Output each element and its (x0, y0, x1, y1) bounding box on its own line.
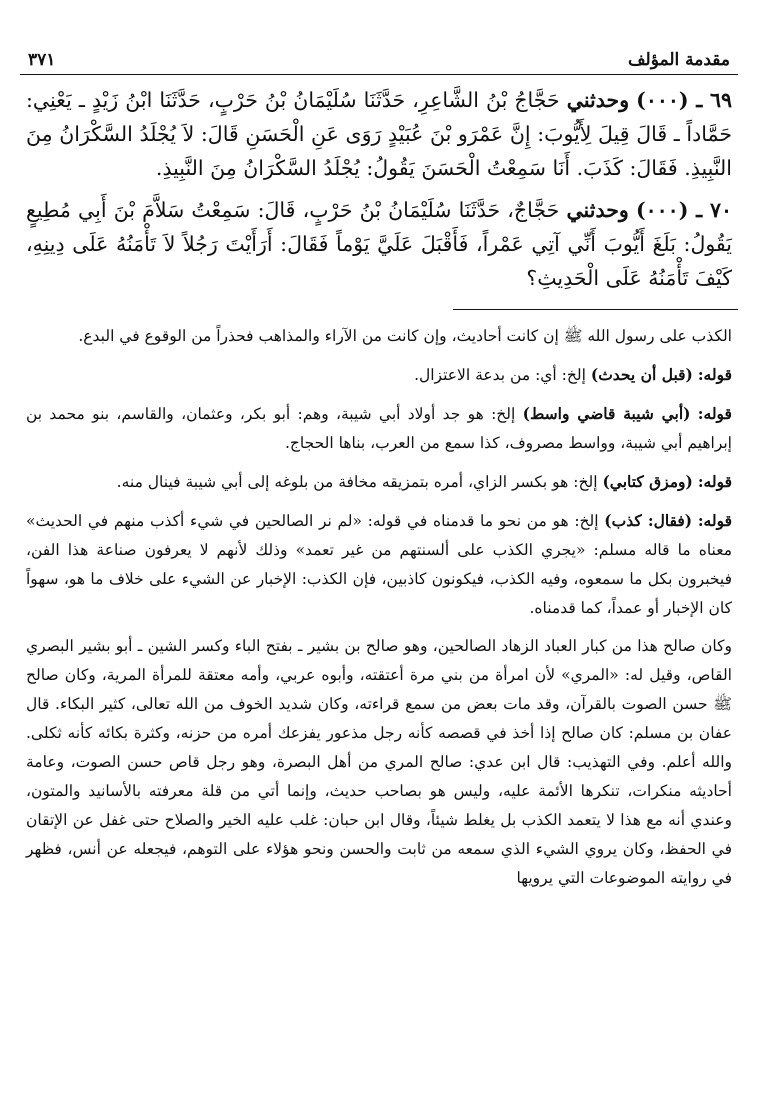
commentary-text: إلخ: هو بكسر الزاي، أمره بتمزيقه مخافة من بلوغه إلى أبي شيبة فينال منه. (116, 473, 598, 491)
lemma: (ومزق كتابي) (602, 472, 693, 491)
commentary-text: إلخ: هو من نحو ما قدمناه في قوله: «لم نر الصالحين في شيء أكذب منهم في الحديث» معناه ما قاله مسلم: «يجري الكذب على ألسنتهم من غير تعمد» وذلك لأنهم لا يعرفون صناعة هذا الفن، فيخبرون بكل ما سمعوه، وفيه الكذب، فيكونون كاذبين، فإن الكذب: الإخبار عن الشيء على خلاف ما هو، سهواً كان الإخبار أو عمداً، كما قدمناه. (26, 512, 732, 617)
qawluh-label: قوله: (697, 404, 732, 423)
commentary-paragraph (26, 399, 732, 458)
commentary-paragraph (26, 467, 732, 497)
qawluh-label: قوله: (697, 511, 732, 530)
lemma: (قبل أن يحدث) (590, 365, 693, 384)
lemma: (أبي شيبة قاضي واسط) (522, 404, 691, 423)
hadith-intro: وحدثني (566, 198, 629, 222)
footnote-separator (453, 309, 738, 310)
hadith-number: ٦٩ ـ (٠٠٠) (636, 88, 732, 112)
commentary-paragraph (26, 632, 732, 893)
hadith-70 (26, 193, 732, 295)
commentary-paragraph (26, 322, 732, 351)
hadith-text: حَجَّاجُ بْنُ الشَّاعِرِ، حَدَّثَنَا سُلَيْمَانُ بْنُ حَرْبٍ، حَدَّثَنَا ابْنُ زَيْدٍ ـ يَعْنِي: حَمَّاداً ـ قَالَ قِيلَ لِأَيُّوبَ: إِنَّ عَمْرَو بْنَ عُبَيْدٍ رَوَى عَنِ الْحَسَنِ قَالَ: لاَ يُجْلَدُ السَّكْرَانُ مِنَ النَّبِيذِ. فَقَالَ: كَذَبَ. أَنَا سَمِعْتُ الْحَسَنَ يَقُولُ: يُجْلَدُ السَّكْرَانُ مِنَ النَّبِيذِ. (26, 88, 732, 180)
hadith-text: حَجَّاجٌ، حَدَّثَنَا سُلَيْمَانُ بْنُ حَرْبٍ، قَالَ: سَمِعْتُ سَلاَّمَ بْنَ أَبِي مُطِيعٍ يَقُولُ: بَلَغَ أَيُّوبَ أَنِّي آتِي عَمْراً، فَأَقْبَلَ عَلَيَّ يَوْماً فَقَالَ: أَرَأَيْتَ رَجُلاً لاَ تَأْمَنُهُ عَلَى دِينِهِ، كَيْفَ تَأْمَنُهُ عَلَى الْحَدِيثِ؟ (26, 198, 732, 290)
commentary-text: الكذب على رسول الله ﷺ إن كانت أحاديث، وإن كانت من الآراء والمذاهب فحذراً من الوقوع في البدع. (78, 327, 732, 345)
commentary-text: وكان صالح هذا من كبار العباد الزهاد الصالحين، وهو صالح بن بشير ـ بفتح الباء وكسر الشين ـ أبو بشير البصري القاص، وقيل له: «المري» لأن امرأة من بني مرة أعتقته، وأبوه عربي، وأمه معتقة للمرأة المرية، وكان صالح ﷺ حسن الصوت بالقرآن، وقد مات بعض من سمع قراءته، وكان شديد الخوف من الله تعالى، كثير البكاء. قال عفان بن مسلم: كان صالح إذا أخذ في قصصه كأنه رجل مذعور يفزعك أمره من حزنه، وكثرة بكائه كأنه ثكلى. والله أعلم. وفي التهذيب: قال ابن عدي: صالح المري من أهل البصرة، وهو رجل قاص حسن الصوت، وعامة أحاديثه منكرات، تنكرها الأئمة عليه، وليس هو بصاحب حديث، وإنما أتي من قلة معرفته بالأسانيد والمتون، وعندي أنه مع هذا لا يتعمد الكذب بل يغلط شيئاً، وقال ابن حبان: غلب عليه الخير والصلاح حتى غفل عن الإتقان في الحفظ، وكان يروي الشيء الذي سمعه من ثابت والحسن ونحو هؤلاء على التوهم، فيجعله عن أنس، فظهر في روايته الموضوعات التي يرويها (26, 637, 732, 887)
page (20, 40, 738, 1097)
qawluh-label: قوله: (697, 472, 732, 491)
qawluh-label: قوله: (697, 365, 732, 384)
hadith-block (20, 75, 738, 295)
commentary-paragraph (26, 360, 732, 390)
commentary (20, 322, 738, 893)
hadith-intro: وحدثني (566, 88, 630, 112)
section-title: مقدمة المؤلف (627, 50, 730, 70)
hadith-number: ٧٠ ـ (٠٠٠) (635, 198, 732, 222)
running-head (20, 40, 738, 75)
lemma: (فقال: كذب) (604, 511, 693, 530)
commentary-paragraph (26, 506, 732, 623)
commentary-text: إلخ: هو جد أولاد أبي شيبة، وهم: أبو بكر، وعثمان، والقاسم، بنو محمد بن إبراهيم أبي شيبة، وواسط مصروف، كذا سمع من العرب، بناها الحجاج. (26, 405, 732, 452)
hadith-69 (26, 83, 732, 185)
page-number: ٣٧١ (28, 50, 56, 70)
commentary-text: إلخ: أي: من بدعة الاعتزال. (414, 366, 586, 384)
